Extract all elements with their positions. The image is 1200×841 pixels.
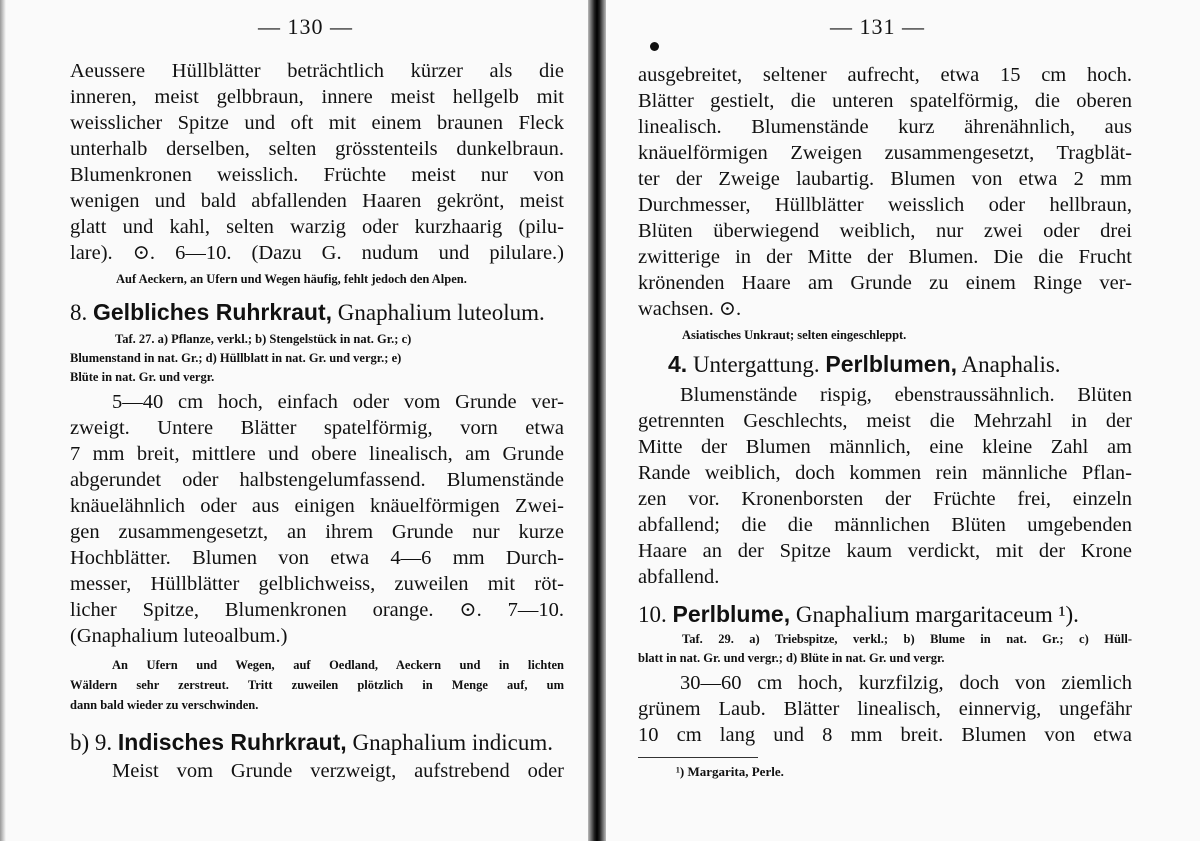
text-line: weisslicher Spitze und oft mit einem braunen Fleck bbox=[70, 112, 564, 134]
text-line: 7 mm breit, mittlere und obere linealisch, am Grunde bbox=[70, 443, 564, 465]
subgenus-heading bbox=[668, 350, 1061, 379]
habitat-note: Auf Aeckern, an Ufern und Wegen häufig, fehlt jedoch den Alpen. bbox=[116, 272, 467, 286]
species-heading bbox=[638, 600, 1079, 629]
text-line: linealisch. Blumenstände kurz ährenähnlich, aus bbox=[638, 116, 1132, 138]
subgenus-label: Untergattung. bbox=[692, 352, 820, 377]
footnote-rule bbox=[638, 757, 758, 758]
text-line: messer, Hüllblätter gelblichweiss, zuweilen mit röt- bbox=[70, 573, 564, 595]
habitat-note: Asiatisches Unkraut; selten eingeschleppt. bbox=[682, 328, 907, 342]
text-line: abgerundet oder halbstengelumfassend. Blumenstände bbox=[70, 469, 564, 491]
text-line: abfallend. bbox=[638, 566, 720, 588]
text-line: abfallend; die die männlichen Blüten umgebenden bbox=[638, 514, 1132, 536]
text-line: knäuelähnlich oder aus einigen knäuelförmigen Zwei- bbox=[70, 495, 564, 517]
text-line: ter der Zweige laubartig. Blumen von etwa 2 mm bbox=[638, 168, 1132, 190]
text-line: getrennten Geschlechts, meist die Mehrzahl in der bbox=[638, 410, 1132, 432]
text-line: zen vor. Kronenborsten der Früchte frei, einzeln bbox=[638, 488, 1132, 510]
text-line: 5—40 cm hoch, einfach oder vom Grunde ver- bbox=[112, 391, 564, 413]
habitat-note: An Ufern und Wegen, auf Oedland, Aeckern und in lichten bbox=[112, 658, 564, 672]
text-line: Blätter gestielt, die unteren spatelförmig, die oberen bbox=[638, 90, 1132, 112]
text-line: grünem Laub. Blätter linealisch, einnervig, ungefähr bbox=[638, 698, 1132, 720]
text-line: inneren, meist gelbbraun, innere meist hellgelb mit bbox=[70, 86, 564, 108]
text-line: 30—60 cm hoch, kurzfilzig, doch von ziemlich bbox=[680, 672, 1132, 694]
text-line: zweigt. Untere Blätter spatelförmig, vorn etwa bbox=[70, 417, 564, 439]
text-line: knäuelförmigen Zweigen zusammengesetzt, Tragblät- bbox=[638, 142, 1132, 164]
species-number: 10. bbox=[638, 602, 667, 627]
text-line: gen zusammengesetzt, an ihrem Grunde nur kurze bbox=[70, 521, 564, 543]
ink-speck bbox=[650, 42, 659, 51]
text-line: unterhalb derselben, selten grösstenteils dunkelbraun. bbox=[70, 138, 564, 160]
text-line: Blüten überwiegend weiblich, nur zwei oder drei bbox=[638, 220, 1132, 242]
text-line: glatt und kahl, selten warzig oder kurzhaarig (pilu- bbox=[70, 216, 564, 238]
habitat-note: Wäldern sehr zerstreut. Tritt zuweilen plötzlich in Menge auf, um bbox=[70, 678, 564, 692]
text-line: Blumenkronen weisslich. Früchte meist nur von bbox=[70, 164, 564, 186]
text-line: Aeussere Hüllblätter beträchtlich kürzer als die bbox=[70, 60, 564, 82]
subgenus-latin: Anaphalis. bbox=[961, 352, 1061, 377]
text-line: krönenden Haare am Grunde zu einem Ringe ver- bbox=[638, 272, 1132, 294]
species-latin: Gnaphalium indicum. bbox=[352, 730, 554, 755]
species-latin: Gnaphalium margaritaceum ¹). bbox=[795, 602, 1079, 627]
species-latin: Gnaphalium luteolum. bbox=[337, 300, 545, 325]
text-line: Blumenstände rispig, ebenstraussähnlich. Blüten bbox=[680, 384, 1132, 406]
text-line: zwitterige in der Mitte der Blumen. Die die Frucht bbox=[638, 246, 1132, 268]
plate-caption-line: Taf. 27. a) Pflanze, verkl.; b) Stengelstück in nat. Gr.; c) bbox=[115, 332, 412, 346]
species-heading bbox=[70, 728, 553, 757]
subgenus-number: 4. bbox=[668, 351, 688, 377]
text-line: Meist vom Grunde verzweigt, aufstrebend oder bbox=[112, 760, 564, 782]
page-edge-shadow bbox=[0, 0, 6, 841]
text-line: wachsen. ⊙. bbox=[638, 298, 742, 320]
text-line: wenigen und bald abfallenden Haaren gekrönt, meist bbox=[70, 190, 564, 212]
text-line: lare). ⊙. 6—10. (Dazu G. nudum und pilulare.) bbox=[70, 242, 564, 264]
text-line: Rande weiblich, doch kommen rein männliche Pflan- bbox=[638, 462, 1132, 484]
text-line: (Gnaphalium luteoalbum.) bbox=[70, 625, 288, 647]
species-number: b) 9. bbox=[70, 730, 113, 755]
right-page bbox=[604, 0, 1200, 841]
plate-caption-line: Taf. 29. a) Triebspitze, verkl.; b) Blume in nat. Gr.; c) Hüll- bbox=[682, 632, 1132, 646]
species-number: 8. bbox=[70, 300, 88, 325]
text-line: Hochblätter. Blumen von etwa 4—6 mm Durch- bbox=[70, 547, 564, 569]
habitat-note: dann bald wieder zu verschwinden. bbox=[70, 698, 259, 712]
plate-caption-line: Blumenstand in nat. Gr.; d) Hüllblatt in nat. Gr. und vergr.; e) bbox=[70, 351, 402, 365]
text-line: Mitte der Blumen männlich, eine kleine Zahl am bbox=[638, 436, 1132, 458]
text-line: ausgebreitet, seltener aufrecht, etwa 15 cm hoch. bbox=[638, 64, 1132, 86]
left-page bbox=[0, 0, 590, 841]
species-heading bbox=[70, 298, 545, 327]
page-number: — 130 — bbox=[258, 14, 353, 39]
plate-caption-line: Blüte in nat. Gr. und vergr. bbox=[70, 370, 215, 384]
species-name: Perlblume, bbox=[672, 601, 791, 627]
species-name: Gelbliches Ruhrkraut, bbox=[93, 299, 333, 325]
subgenus-name: Perlblumen, bbox=[825, 351, 958, 377]
text-line: Durchmesser, Hüllblätter weisslich oder hellbraun, bbox=[638, 194, 1132, 216]
page-number: — 131 — bbox=[830, 14, 925, 39]
text-line: 10 cm lang und 8 mm breit. Blumen von etwa bbox=[638, 724, 1132, 746]
text-line: licher Spitze, Blumenkronen orange. ⊙. 7—10. bbox=[70, 599, 564, 621]
text-line: Haare an der Spitze kaum verdickt, mit der Krone bbox=[638, 540, 1132, 562]
plate-caption-line: blatt in nat. Gr. und vergr.; d) Blüte in nat. Gr. und vergr. bbox=[638, 651, 945, 665]
species-name: Indisches Ruhrkraut, bbox=[117, 729, 347, 755]
footnote: ¹) Margarita, Perle. bbox=[676, 764, 784, 779]
